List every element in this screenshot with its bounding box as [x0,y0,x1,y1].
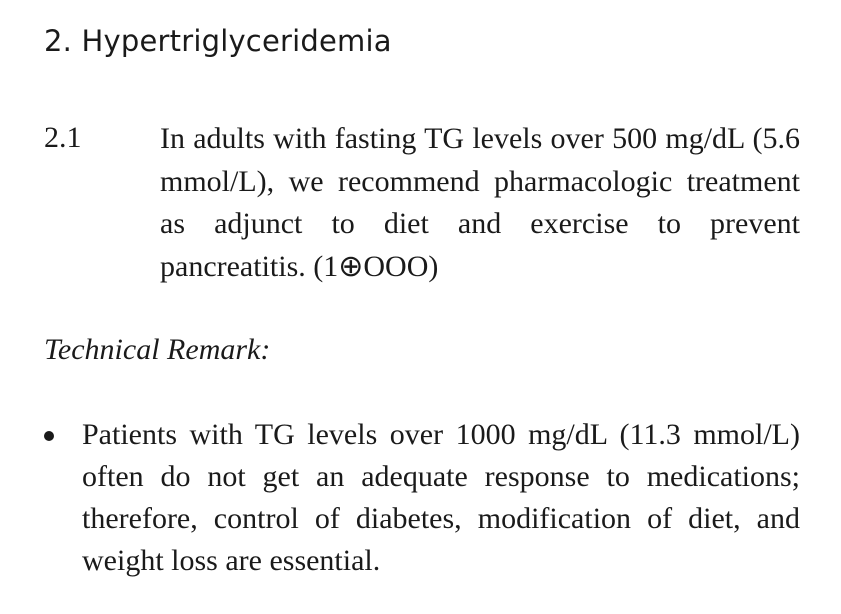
technical-remark-heading: Technical Remark: [44,333,271,366]
list-item [44,414,804,582]
recommendation-number: 2.1 [44,121,82,154]
bullet-icon [44,431,54,441]
bullet-text: Patients with TG levels over 1000 mg/dL (11.3 mmol/L) often do not get an adequate response to medications; therefore, control of diabetes, modification of diet, and weight loss are essential. [82,418,800,577]
section-heading: 2. Hypertriglyceridemia [44,24,392,58]
recommendation-text: In adults with fasting TG levels over 500 mg/dL (5.6 mmol/L), we recommend pharmacologic treatment as adjunct to diet and exercise to prevent pancreatitis. (1⊕OOO) [160,122,800,283]
technical-remark-list [44,414,804,582]
